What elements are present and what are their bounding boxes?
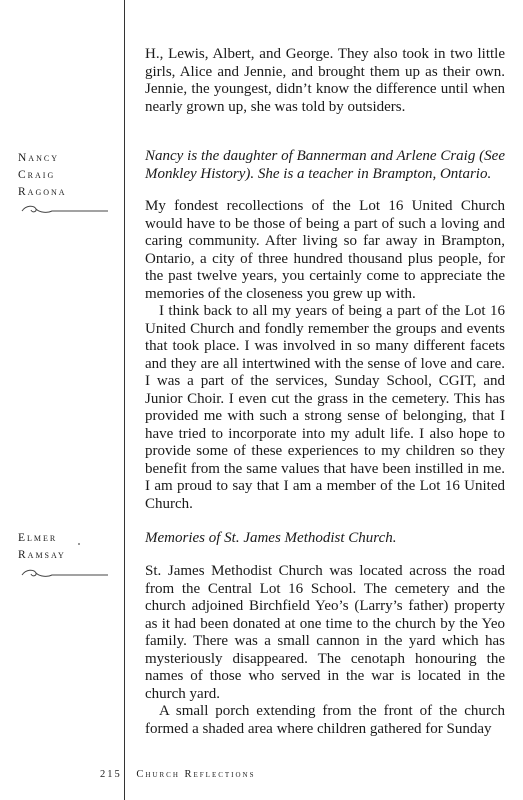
- margin-rule: [124, 0, 125, 800]
- author-line: Ramsay: [18, 549, 66, 561]
- speck-mark: [78, 543, 80, 545]
- paragraph: St. James Methodist Church was located across the road from the Central Lot 16 School. The cemetery and the church adjoined Birchfield Yeo’s (Larry’s father) property as it had been donated at one time to the church by the Yeo family. There was a small cannon in the yard which has mysteriously disappeared. The cenotaph honouring the names of those who served in the war is located in the church yard.: [145, 563, 505, 702]
- book-title: Church Reflections: [136, 769, 256, 780]
- author-line: Craig: [18, 169, 56, 181]
- intro-paragraph: [145, 46, 505, 116]
- section-nancy-intro: [145, 148, 505, 183]
- flourish-ornament: [18, 566, 110, 580]
- page-footer: [100, 769, 256, 780]
- italic-intro: Memories of St. James Methodist Church.: [145, 530, 397, 546]
- italic-intro: Nancy is the daughter of Bannerman and Arlene Craig (See Monkley History). She is a teacher in Brampton, Ontario.: [145, 148, 505, 182]
- section-elmer-intro: [145, 530, 505, 548]
- paragraph: My fondest recollections of the Lot 16 United Church would have to be those of being a part of such a loving and caring community. After living so far away in Brampton, Ontario, a city of three hundred thousand plus people, for the past twelve years, you certainly come to appreciate the memories of the closeness you grew up with.: [145, 198, 505, 302]
- page-number: 215: [100, 769, 122, 780]
- paragraph: A small porch extending from the front of the church formed a shaded area where children gathered for Sunday: [145, 703, 505, 737]
- author-name-nancy: [18, 150, 118, 201]
- flourish-ornament: [18, 202, 110, 216]
- author-line: Elmer: [18, 532, 58, 544]
- author-name-elmer: [18, 530, 118, 564]
- author-line: Nancy: [18, 152, 59, 164]
- section-nancy-body: [145, 198, 505, 513]
- section-elmer-body: [145, 563, 505, 738]
- intro-text: H., Lewis, Albert, and George. They also took in two little girls, Alice and Jennie, and brought them up as their own. Jennie, the youngest, didn’t know the difference until when nearly grown up, she was told by outsiders.: [145, 46, 505, 115]
- paragraph: I think back to all my years of being a part of the Lot 16 United Church and fondly remember the groups and events that took place. I was involved in so many different facets and they are all intertwined with the sense of love and care. I was a part of the services, Sunday School, CGIT, and Junior Choir. I even cut the grass in the cemetery. This has provided me with such a strong sense of belonging, that I have tried to incorporate into my adult life. I also hope to provide some of these experiences to my children so they benefit from the same values that have been instilled in me. I am proud to say that I am a member of the Lot 16 United Church.: [145, 303, 505, 512]
- author-line: Ragona: [18, 186, 67, 198]
